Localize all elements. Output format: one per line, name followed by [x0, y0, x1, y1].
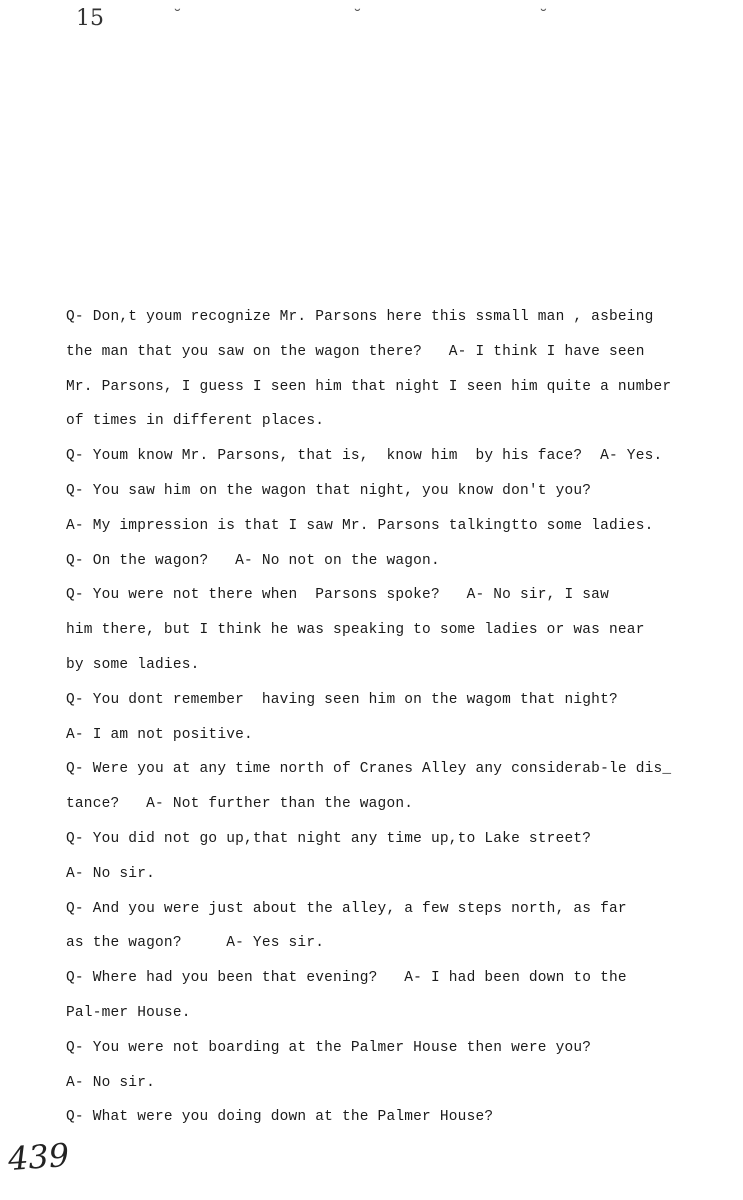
transcript-line: Q- What were you doing down at the Palmer House?: [66, 1109, 494, 1126]
transcript-line: tance? A- Not further than the wagon.: [66, 796, 414, 813]
transcript-line: A- My impression is that I saw Mr. Parsons talkingtto some ladies.: [66, 517, 654, 534]
transcript-line: Pal-mer House.: [66, 1004, 191, 1021]
transcript-line: him there, but I think he was speaking to some ladies or was near: [66, 622, 645, 639]
transcript-line: Q- On the wagon? A- No not on the wagon.: [66, 552, 440, 569]
transcript-line: of times in different places.: [66, 413, 325, 430]
transcript-line: Q- Were you at any time north of Cranes Alley any considerab-le dis_: [66, 761, 672, 778]
transcript-line: the man that you saw on the wagon there? A- I think I have seen: [66, 343, 645, 360]
ink-mark: ˘: [172, 8, 183, 28]
transcript-line: Q- You saw him on the wagon that night, you know don't you?: [66, 482, 592, 499]
folio-number: 439: [6, 1135, 71, 1179]
transcript-line: Q- You were not there when Parsons spoke? A- No sir, I saw: [66, 587, 609, 604]
transcript-line: Q- You were not boarding at the Palmer House then were you?: [66, 1039, 592, 1056]
transcript-line: Q- You dont remember having seen him on the wagom that night?: [66, 691, 618, 708]
transcript-line: Q- Youm know Mr. Parsons, that is, know him by his face? A- Yes.: [66, 448, 663, 465]
transcript-line: Q- Where had you been that evening? A- I had been down to the: [66, 970, 627, 987]
transcript-line: by some ladies.: [66, 656, 200, 673]
transcript-line: Mr. Parsons, I guess I seen him that night I seen him quite a number: [66, 378, 672, 395]
transcript-line: A- No sir.: [66, 865, 156, 882]
transcript-line: A- I am not positive.: [66, 726, 253, 743]
page-number: 15: [76, 6, 104, 31]
transcript-line: Q- And you were just about the alley, a few steps north, as far: [66, 900, 627, 917]
ink-mark: ˘: [352, 8, 363, 28]
transcript-line: Q- You did not go up,that night any time up,to Lake street?: [66, 830, 592, 847]
transcript-line: A- No sir.: [66, 1074, 156, 1091]
transcript-line: as the wagon? A- Yes sir.: [66, 935, 325, 952]
transcript-body: [66, 300, 726, 1135]
ink-mark: ˘: [538, 8, 549, 28]
transcript-line: Q- Don,t youm recognize Mr. Parsons here this ssmall man , asbeing: [66, 309, 654, 325]
